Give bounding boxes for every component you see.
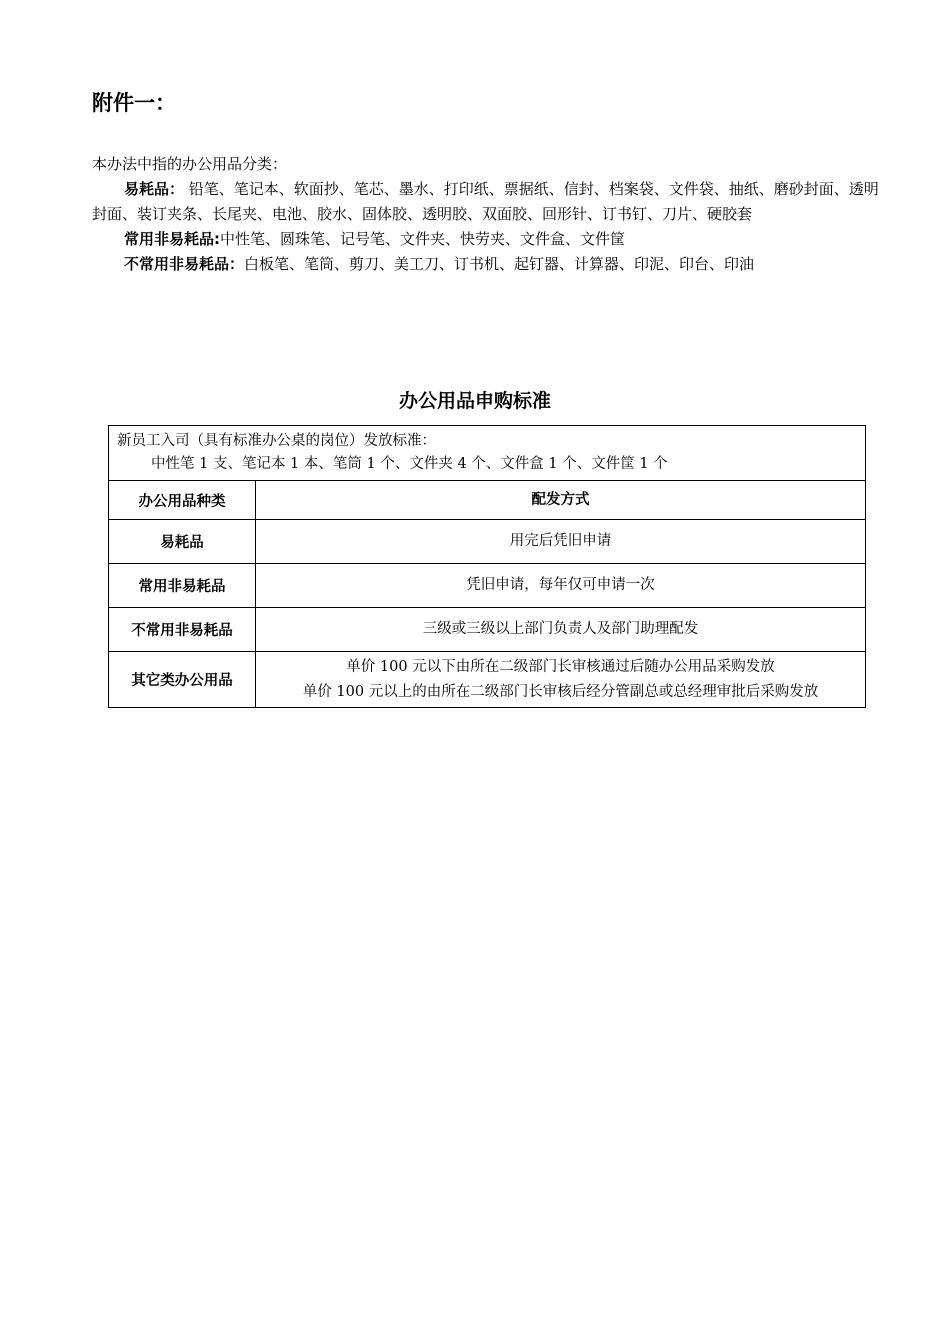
- table-row: [109, 520, 866, 564]
- notice-line-1: 新员工入司（具有标准办公桌的岗位）发放标准：: [117, 433, 436, 449]
- row-category: 常用非易耗品: [109, 564, 256, 608]
- row-method-line-1: 单价 100 元以下由所在二级部门长审核通过后随办公用品采购发放: [346, 658, 775, 675]
- category-label: 不常用非易耗品：: [124, 255, 245, 273]
- row-category: 不常用非易耗品: [109, 608, 256, 652]
- table-row: [109, 652, 866, 708]
- category-items: 铅笔、笔记本、软面抄、笔芯、墨水、打印纸、票据纸、信封、档案袋、文件袋、抽纸、磨砂封面、透明封面、装订夹条、长尾夹、电池、胶水、固体胶、透明胶、双面胶、回形针、订书钉、刀片、硬胶套: [92, 180, 879, 223]
- row-method: 凭旧申请，每年仅可申请一次: [256, 564, 866, 608]
- category-consumables: [92, 177, 882, 227]
- table-header-row: [109, 481, 866, 520]
- category-label: 易耗品：: [124, 180, 185, 198]
- row-category: 易耗品: [109, 520, 256, 564]
- category-label: 常用非易耗品:: [124, 230, 220, 248]
- row-method: 用完后凭旧申请: [256, 520, 866, 564]
- purchase-standard-table: [108, 425, 866, 708]
- row-method: [256, 652, 866, 708]
- row-category: 其它类办公用品: [109, 652, 256, 708]
- notice-line-2: 中性笔 1 支、笔记本 1 本、笔筒 1 个、文件夹 4 个、文件盒 1 个、文件筐 1 个: [151, 456, 668, 472]
- notice-row: [109, 426, 866, 481]
- intro-lead: 本办法中指的办公用品分类：: [92, 155, 288, 173]
- table-row: [109, 564, 866, 608]
- header-category: 办公用品种类: [109, 481, 256, 520]
- table-row: [109, 608, 866, 652]
- row-method-line-2: 单价 100 元以上的由所在二级部门长审核后经分管副总或总经理审批后采购发放: [302, 683, 819, 700]
- table-title: 办公用品申购标准: [398, 390, 551, 412]
- header-method: 配发方式: [256, 481, 866, 520]
- intro-section: [92, 152, 882, 277]
- category-items: 中性笔、圆珠笔、记号笔、文件夹、快劳夹、文件盒、文件筐: [220, 230, 626, 248]
- category-common-durables: [92, 227, 882, 252]
- attachment-heading: 附件一：: [92, 91, 176, 115]
- category-uncommon-durables: [92, 252, 882, 277]
- notice-cell: [109, 426, 866, 481]
- row-method: 三级或三级以上部门负责人及部门助理配发: [256, 608, 866, 652]
- category-items: 白板笔、笔筒、剪刀、美工刀、订书机、起钉器、计算器、印泥、印台、印油: [244, 255, 755, 273]
